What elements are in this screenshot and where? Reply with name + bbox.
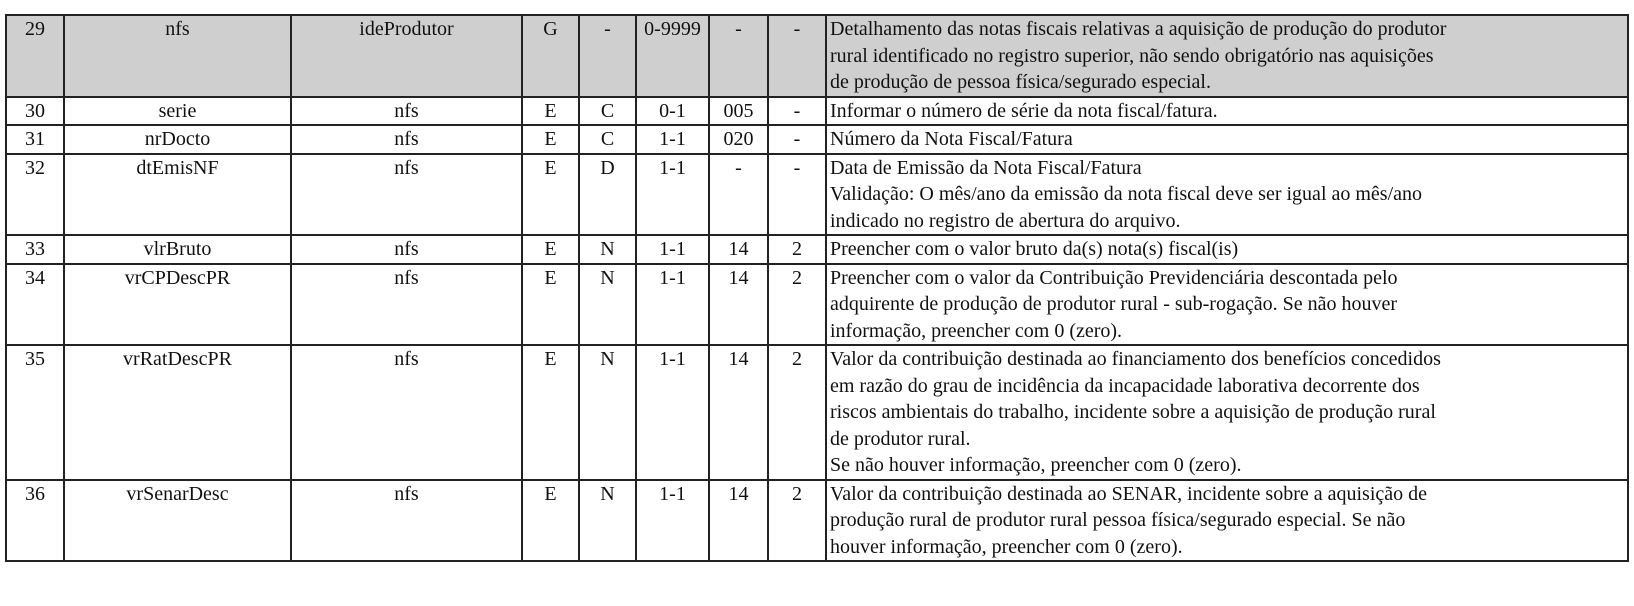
occurrence-cell: 0-9999	[636, 15, 709, 97]
data-type-cell: N	[579, 235, 636, 264]
description-line: Validação: O mês/ano da emissão da nota fiscal deve ser igual ao mês/ano	[830, 183, 1423, 205]
data-type-cell: D	[579, 154, 636, 236]
description-line: de produtor rural.	[830, 427, 971, 450]
field-name-cell: vrSenarDesc	[64, 480, 291, 562]
field-name-cell: vlrBruto	[64, 235, 291, 264]
data-type-cell: C	[579, 125, 636, 154]
field-name-cell: serie	[64, 97, 291, 126]
row-number-cell: 34	[6, 264, 64, 346]
element-type-cell: G	[522, 15, 579, 97]
element-type-cell: E	[522, 264, 579, 346]
field-spec-table	[5, 14, 1629, 562]
description-cell	[826, 264, 1628, 346]
description-line: Número da Nota Fiscal/Fatura	[830, 128, 1073, 150]
description-cell	[826, 345, 1628, 480]
parent-group-cell: nfs	[291, 264, 522, 346]
parent-group-cell: nfs	[291, 235, 522, 264]
description-line: indicado no registro de abertura do arquivo.	[830, 209, 1181, 232]
decimals-cell: -	[768, 154, 826, 236]
parent-group-cell: nfs	[291, 154, 522, 236]
description-line: em razão do grau de incidência da incapacidade laborativa decorrente dos	[830, 374, 1420, 397]
description-cell	[826, 235, 1628, 264]
data-type-cell: -	[579, 15, 636, 97]
element-type-cell: E	[522, 154, 579, 236]
data-type-cell: C	[579, 97, 636, 126]
field-name-cell: nfs	[64, 15, 291, 97]
description-line: adquirente de produção de produtor rural - sub-rogação. Se não houver	[830, 293, 1398, 315]
size-cell: -	[709, 15, 768, 97]
size-cell: 020	[709, 125, 768, 154]
element-type-cell: E	[522, 480, 579, 562]
table-row	[6, 125, 1628, 154]
description-line: Se não houver informação, preencher com 0 (zero).	[830, 454, 1242, 476]
size-cell: 005	[709, 97, 768, 126]
description-line: rural identificado no registro superior, não sendo obrigatório nas aquisições	[830, 44, 1434, 67]
description-line: produção rural de produtor rural pessoa física/segurado especial. Se não	[830, 509, 1406, 531]
parent-group-cell: nfs	[291, 480, 522, 562]
table-row	[6, 345, 1628, 480]
description-line: houver informação, preencher com 0 (zero).	[830, 535, 1183, 558]
row-number-cell: 31	[6, 125, 64, 154]
table-row	[6, 264, 1628, 346]
occurrence-cell: 1-1	[636, 480, 709, 562]
description-cell	[826, 480, 1628, 562]
description-cell	[826, 15, 1628, 97]
description-line: informação, preencher com 0 (zero).	[830, 319, 1123, 342]
decimals-cell: -	[768, 97, 826, 126]
size-cell: 14	[709, 264, 768, 346]
decimals-cell: 2	[768, 480, 826, 562]
description-line: Preencher com o valor da Contribuição Previdenciária descontada pelo	[830, 266, 1398, 289]
table-row	[6, 235, 1628, 264]
description-line: Valor da contribuição destinada ao SENAR, incidente sobre a aquisição de	[830, 482, 1428, 505]
occurrence-cell: 1-1	[636, 154, 709, 236]
decimals-cell: 2	[768, 345, 826, 480]
occurrence-cell: 1-1	[636, 264, 709, 346]
description-line: Preencher com o valor bruto da(s) nota(s) fiscal(is)	[830, 238, 1239, 260]
row-number-cell: 29	[6, 15, 64, 97]
field-name-cell: nrDocto	[64, 125, 291, 154]
field-name-cell: dtEmisNF	[64, 154, 291, 236]
row-number-cell: 30	[6, 97, 64, 126]
element-type-cell: E	[522, 97, 579, 126]
occurrence-cell: 1-1	[636, 125, 709, 154]
size-cell: 14	[709, 480, 768, 562]
parent-group-cell: nfs	[291, 97, 522, 126]
table-row	[6, 480, 1628, 562]
size-cell: 14	[709, 235, 768, 264]
description-cell	[826, 125, 1628, 154]
decimals-cell: -	[768, 125, 826, 154]
data-type-cell: N	[579, 264, 636, 346]
parent-group-cell: nfs	[291, 345, 522, 480]
data-type-cell: N	[579, 480, 636, 562]
size-cell: 14	[709, 345, 768, 480]
description-line: Data de Emissão da Nota Fiscal/Fatura	[830, 156, 1142, 179]
data-type-cell: N	[579, 345, 636, 480]
description-cell	[826, 154, 1628, 236]
parent-group-cell: ideProdutor	[291, 15, 522, 97]
occurrence-cell: 1-1	[636, 235, 709, 264]
parent-group-cell: nfs	[291, 125, 522, 154]
description-line: Detalhamento das notas fiscais relativas a aquisição de produção do produtor	[830, 18, 1447, 40]
row-number-cell: 35	[6, 345, 64, 480]
occurrence-cell: 1-1	[636, 345, 709, 480]
description-cell	[826, 97, 1628, 126]
table-body	[6, 15, 1628, 561]
table-row	[6, 15, 1628, 97]
element-type-cell: E	[522, 125, 579, 154]
field-name-cell: vrRatDescPR	[64, 345, 291, 480]
element-type-cell: E	[522, 235, 579, 264]
description-line: Informar o número de série da nota fiscal/fatura.	[830, 99, 1218, 122]
field-name-cell: vrCPDescPR	[64, 264, 291, 346]
description-line: Valor da contribuição destinada ao financiamento dos benefícios concedidos	[830, 348, 1441, 370]
size-cell: -	[709, 154, 768, 236]
element-type-cell: E	[522, 345, 579, 480]
row-number-cell: 36	[6, 480, 64, 562]
table-row	[6, 97, 1628, 126]
row-number-cell: 33	[6, 235, 64, 264]
description-line: de produção de pessoa física/segurado especial.	[830, 71, 1211, 93]
occurrence-cell: 0-1	[636, 97, 709, 126]
description-line: riscos ambientais do trabalho, incidente sobre a aquisição de produção rural	[830, 401, 1436, 423]
decimals-cell: -	[768, 15, 826, 97]
table-row	[6, 154, 1628, 236]
decimals-cell: 2	[768, 235, 826, 264]
decimals-cell: 2	[768, 264, 826, 346]
row-number-cell: 32	[6, 154, 64, 236]
